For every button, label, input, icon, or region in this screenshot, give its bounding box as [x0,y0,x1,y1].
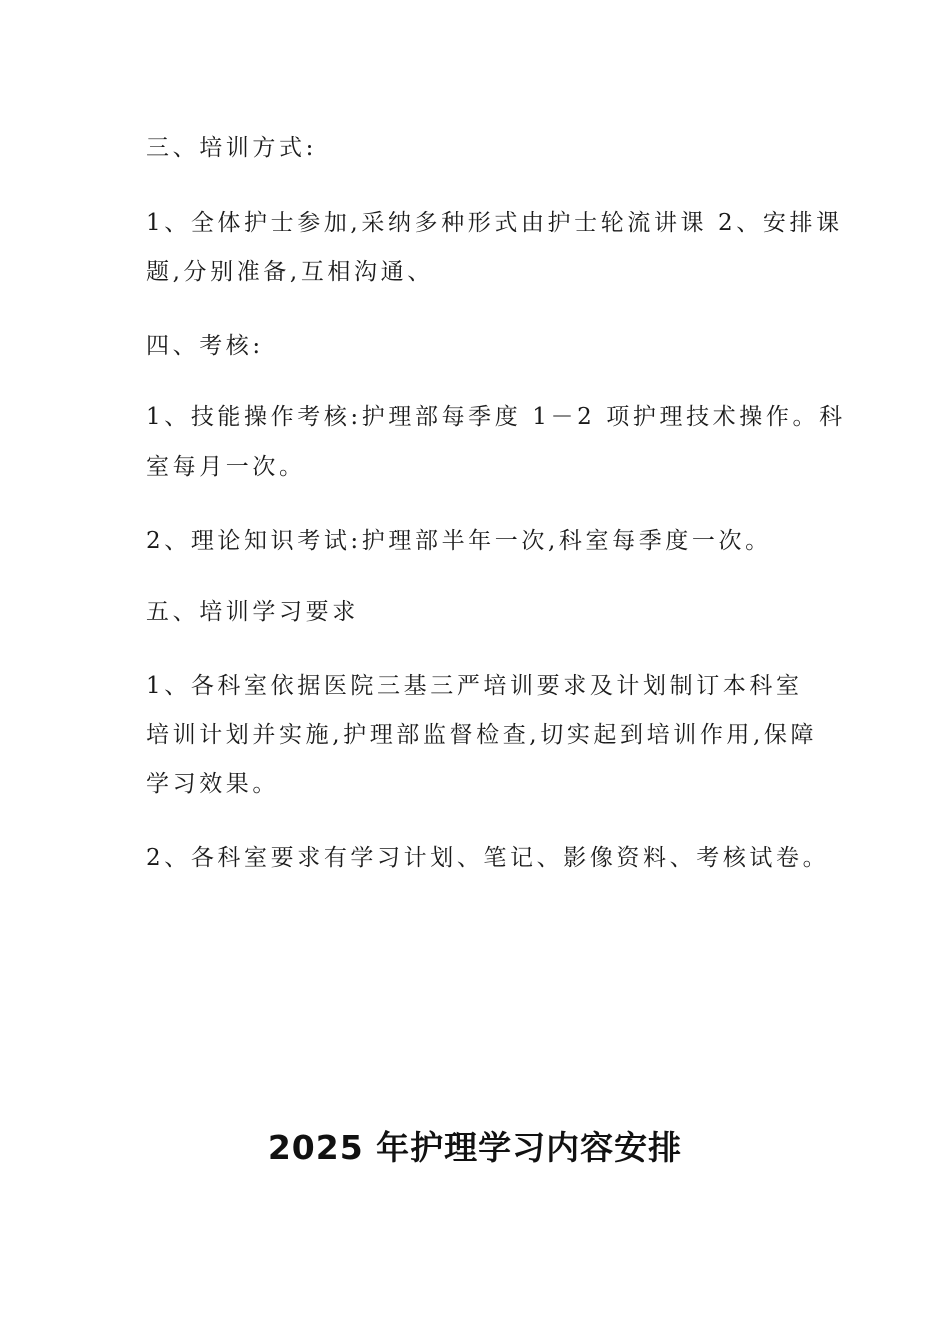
paragraph-line: 1、技能操作考核:护理部每季度 1－2 项护理技术操作。科 [146,404,846,430]
section-heading-requirements: 五、培训学习要求 [146,599,359,625]
paragraph-line: 培训计划并实施,护理部监督检查,切实起到培训作用,保障 [146,722,818,748]
paragraph-line: 学习效果。 [146,771,279,797]
paragraph-line: 2、各科室要求有学习计划、笔记、影像资料、考核试卷。 [146,845,830,871]
paragraph-line: 室每月一次。 [146,454,306,480]
section-heading-assessment: 四、考核: [146,333,264,359]
section-heading-training-method: 三、培训方式: [146,135,317,161]
paragraph-line: 1、各科室依据医院三基三严培训要求及计划制订本科室 [146,673,803,699]
paragraph-line: 1、全体护士参加,采纳多种形式由护士轮流讲课 2、安排课 [146,210,843,236]
paragraph-line: 2、理论知识考试:护理部半年一次,科室每季度一次。 [146,528,772,554]
next-document-title: 2025 年护理学习内容安排 [267,1128,683,1167]
paragraph-line: 题,分别准备,互相沟通、 [146,259,434,285]
